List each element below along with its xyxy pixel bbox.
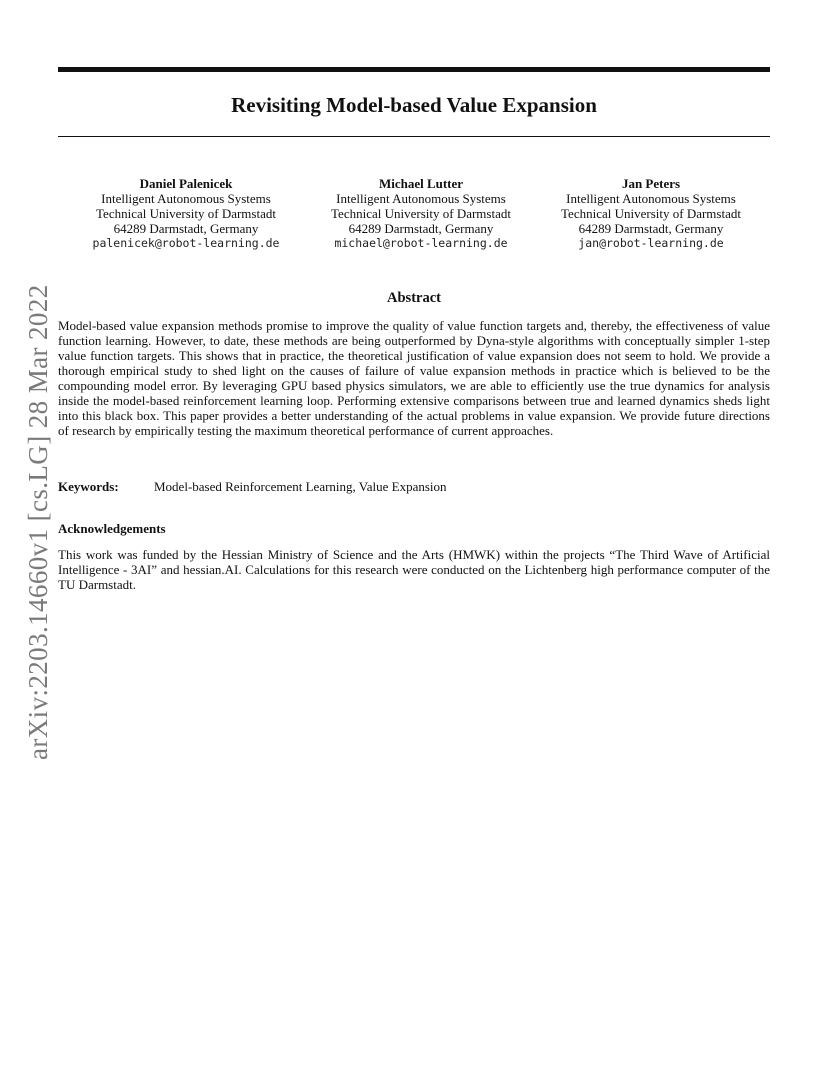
- author-block: [301, 176, 541, 251]
- author-address: 64289 Darmstadt, Germany: [348, 221, 494, 236]
- author-name: Jan Peters: [621, 176, 681, 191]
- title-bottom-rule: [58, 136, 770, 137]
- author-block: [531, 176, 771, 251]
- acknowledgements-heading: Acknowledgements: [58, 521, 166, 536]
- abstract-heading: Abstract: [387, 290, 441, 306]
- author-institution: Technical University of Darmstadt: [331, 206, 511, 221]
- arxiv-identifier-stamp: arXiv:2203.14660v1 [cs.LG] 28 Mar 2022: [23, 284, 53, 760]
- author-address: 64289 Darmstadt, Germany: [578, 221, 724, 236]
- author-name: Michael Lutter: [378, 176, 464, 191]
- author-institution: Technical University of Darmstadt: [96, 206, 276, 221]
- author-affiliation: Intelligent Autonomous Systems: [336, 191, 506, 206]
- author-email: jan@robot-learning.de: [578, 236, 724, 250]
- author-block: [66, 176, 306, 251]
- keywords-line: [58, 479, 447, 494]
- author-name: Daniel Palenicek: [139, 176, 233, 191]
- author-address: 64289 Darmstadt, Germany: [113, 221, 259, 236]
- keywords-text: Model-based Reinforcement Learning, Value Expansion: [154, 479, 447, 494]
- author-affiliation: Intelligent Autonomous Systems: [566, 191, 736, 206]
- author-affiliation: Intelligent Autonomous Systems: [101, 191, 271, 206]
- keywords-label: Keywords:: [58, 479, 119, 494]
- author-email: michael@robot-learning.de: [334, 236, 508, 250]
- title-top-rule: [58, 67, 770, 72]
- abstract-text: Model-based value expansion methods promise to improve the quality of value function targets and, thereby, the effectiveness of value function learning. However, to date, these methods are being outperformed by Dyna-style algorithms with conceptually simpler 1-step value function targets. This shows that in practice, the theoretical justification of value expansion does not seem to hold. We provide a thorough empirical study to shed light on the causes of failure of value expansion methods in practice which is believed to be the compounding model error. By leveraging GPU based physics simulators, we are able to efficiently use the true dynamics for analysis inside the model-based reinforcement learning loop. Performing extensive comparisons between true and learned dynamics sheds light into this black box. This paper provides a better understanding of the actual problems in value expansion. We provide future directions of research by empirically testing the maximum theoretical performance of current approaches.: [58, 318, 770, 438]
- acknowledgements-text: This work was funded by the Hessian Ministry of Science and the Arts (HMWK) within the projects “The Third Wave of Artificial Intelligence - 3AI” and hessian.AI. Calculations for this research were conducted on the Lichtenberg high performance computer of the TU Darmstadt.: [58, 547, 770, 592]
- author-email: palenicek@robot-learning.de: [92, 236, 280, 250]
- author-institution: Technical University of Darmstadt: [561, 206, 741, 221]
- paper-title: Revisiting Model-based Value Expansion: [231, 93, 597, 117]
